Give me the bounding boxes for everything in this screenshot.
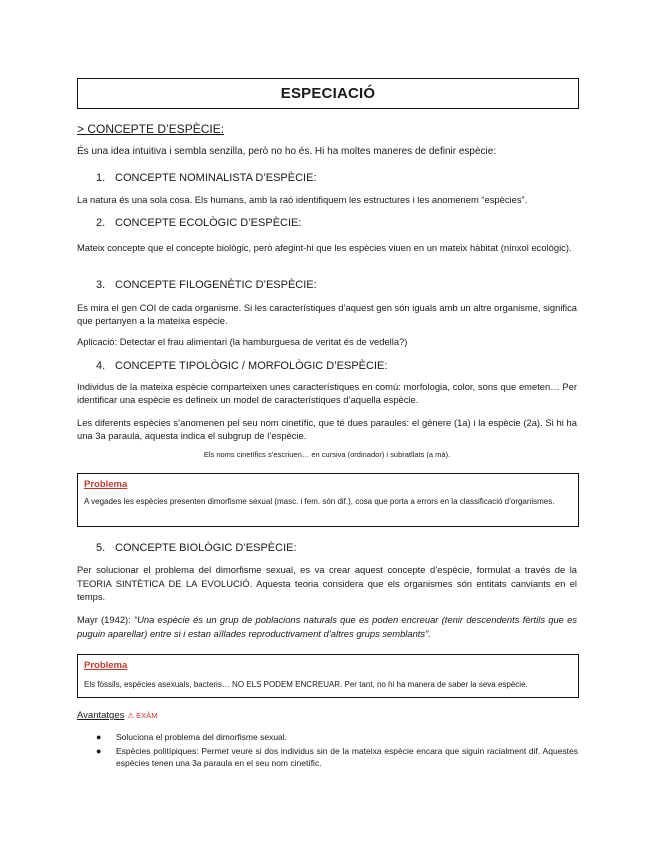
problem-box-1 [77, 473, 579, 527]
filogenetic-paragraph: Es mira el gen COI de cada organisme. Si les característiques d’aquest gen són iguals amb un altre organisme, significa que pertanyen a la mateixa espècie. [77, 302, 577, 326]
biologic-paragraph: Per solucionar el problema del dimorfisme sexual, es va crear aquest concepte d’espècie, formulat a través de la TEORIA SINTÈTICA DE LA EVOLUCIÓ. Aquesta teoria considera que els organismes són entitats canviants en el temps. [77, 564, 577, 602]
concept-number: 5. [96, 542, 106, 554]
concept-number: 4. [96, 360, 106, 372]
advantages-heading [77, 710, 157, 721]
concept-heading-4 [96, 360, 387, 372]
exam-warning-badge: ⚠ EXÀM [127, 711, 158, 720]
problem-label: Problema [84, 479, 128, 490]
problem-box-2 [77, 654, 579, 698]
concept-title: CONCEPTE NOMINALISTA D’ESPÈCIE: [115, 172, 317, 184]
page-title: ESPECIACIÓ [280, 85, 376, 102]
filogenetic-application: Aplicació: Detectar el frau alimentari (la hamburguesa de veritat és de vedella?) [77, 336, 408, 347]
concept-title: CONCEPTE BIOLÒGIC D’ESPÈCIE: [115, 542, 297, 554]
problem-text: A vegades les espècies presenten dimorfisme sexual (masc. i fem. són dif.), cosa que porta a errors en la classificació d’organismes. [84, 497, 555, 506]
concept-heading-5 [96, 542, 297, 554]
concept-number: 1. [96, 172, 106, 184]
concept-heading-2 [96, 217, 301, 229]
list-item [96, 745, 578, 770]
concept-number: 2. [96, 217, 106, 229]
section-heading-concepte: > CONCEPTE D’ESPÈCIE: [77, 122, 225, 136]
bullet-icon: ● [96, 745, 102, 756]
advantages-label: Avantatges [77, 710, 125, 721]
tipologic-paragraph-2: Les diferents espècies s’anomenen pel seu nom cinetífic, que té dues paraules: el gènere (1a) i la espècie (2a). Si hi ha una 3a paraula, aquesta indica el subgrup de l’espècie. [77, 417, 577, 441]
mayr-label: Mayr (1942): [77, 614, 134, 625]
concept-number: 3. [96, 279, 106, 291]
tipologic-paragraph-1: Individus de la mateixa espècie comparteixen unes característiques en comú: morfologia, color, sons que emeten… Per identificar una espècie es defineix un model de característiques d’aquella espècie. [77, 381, 577, 405]
ecologic-paragraph: Mateix concepte que el concepte biològic, però afegint-hi que les espècies viuen en un mateix hàbitat (nínxol ecològic). [77, 242, 572, 253]
list-item [96, 731, 578, 744]
nominalista-paragraph: La natura és una sola cosa. Els humans, amb la raó identifiquem les estructures i les anomenem “espècies”. [77, 194, 528, 205]
title-box [77, 78, 579, 109]
mayr-quote: “Una espècie és un grup de poblacions naturals que es poden encreuar (tenir descendents fèrtils que es puguin aparellar) entre si i estan aïllades reproductivament d’altres grups semblants”. [77, 614, 578, 639]
list-item-text: Soluciona el problema del dimorfisme sexual. [116, 732, 288, 742]
problem-label: Problema [84, 660, 128, 671]
concept-title: CONCEPTE ECOLÒGIC D’ESPÈCIE: [115, 217, 302, 229]
tipologic-note: Els noms cinetífics s’escriuen… en cursiva (ordinador) i subratllats (a mà). [203, 450, 451, 459]
mayr-paragraph [77, 613, 577, 640]
concept-heading-3 [96, 279, 317, 291]
concept-heading-1 [96, 172, 317, 184]
concept-title: CONCEPTE TIPOLÒGIC / MORFOLÒGIC D’ESPÈCIE: [115, 360, 388, 372]
problem-text: Els fòssils, espècies asexuals, bacteris… NO ELS PODEM ENCREUAR. Per tant, no hi ha manera de saber la seva espècie. [84, 680, 528, 689]
concept-title: CONCEPTE FILOGENÈTIC D’ESPÈCIE: [115, 279, 317, 291]
list-item-text: Espècies politípiques: Permet veure si dos individus sin de la mateixa espècie encara que siguin racialment dif. Aquestes espècies tenen una 3a paraula en el seu nom cinetífic. [116, 745, 578, 768]
advantages-list [96, 731, 578, 770]
intro-paragraph: És una idea intuitiva i sembla senzilla, però no ho és. Hi ha moltes maneres de definir espècie: [77, 146, 497, 157]
bullet-icon: ● [96, 732, 102, 742]
